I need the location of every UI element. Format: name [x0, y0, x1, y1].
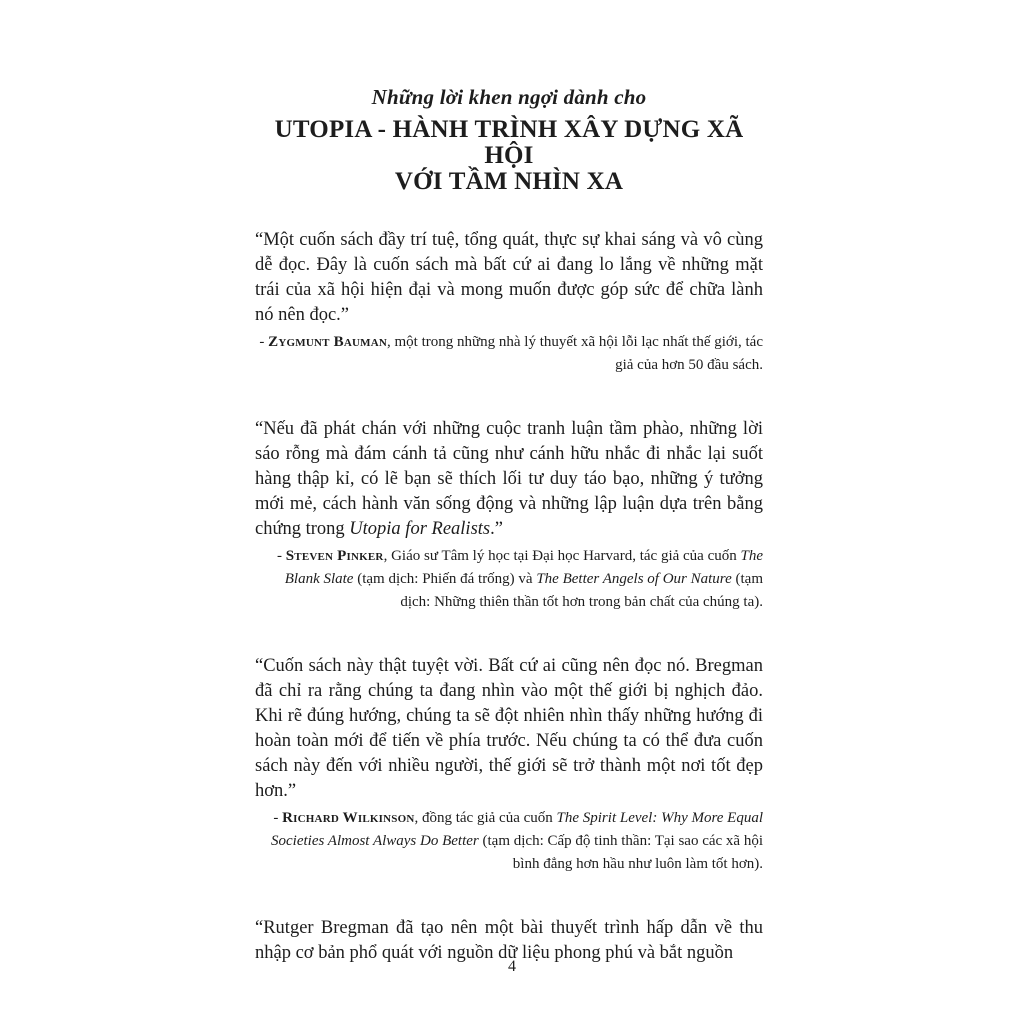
page-content: [255, 0, 763, 966]
quote-attribution: [255, 331, 763, 377]
quote-block-2: [255, 417, 763, 614]
reviewer-name: Zygmunt Bauman: [268, 334, 387, 350]
text-segment: (tạm dịch: Những thiên thần tốt hơn trong bản chất của chúng ta).: [400, 571, 763, 610]
text-segment: , đồng tác giả của cuốn: [414, 810, 557, 826]
text-segment: “Rutger Bregman đã tạo nên một bài thuyết trình hấp dẫn về thu nhập cơ bản phổ quát với nguồn dữ liệu phong phú và bắt nguồn: [255, 918, 763, 963]
book-title: [255, 117, 763, 195]
quote-block-1: [255, 228, 763, 377]
page-number: 4: [508, 958, 516, 975]
book-title-line-1: UTOPIA - HÀNH TRÌNH XÂY DỰNG XÃ HỘI: [274, 116, 744, 169]
text-segment: “Nếu đã phát chán với những cuộc tranh luận tầm phào, những lời sáo rỗng mà đám cánh tả cũng như cánh hữu nhắc đi nhắc lại suốt hàng thập kỉ, có lẽ bạn sẽ thích lối tư duy táo bạo, những ý tưởng mới mẻ, cách hành văn sống động và những lập luận dựa trên bằng chứng trong: [255, 419, 763, 539]
quote-text: [255, 228, 763, 328]
text-segment: , một trong những nhà lý thuyết xã hội lỗi lạc nhất thế giới, tác giả của hơn 50 đầu sách.: [387, 334, 763, 373]
book-title-italic: The Better Angels of Our Nature: [536, 571, 732, 587]
book-title-italic: The Blank Slate: [284, 548, 763, 587]
reviewer-name: Richard Wilkinson: [282, 810, 415, 826]
quote-attribution: [255, 807, 763, 876]
quote-text: [255, 654, 763, 804]
text-segment: “Một cuốn sách đầy trí tuệ, tổng quát, thực sự khai sáng và vô cùng dễ đọc. Đây là cuốn sách mà bất cứ ai đang lo lắng về những mặt trái của xã hội hiện đại và mong muốn được góp sức để chữa lành nó nên đọc.”: [255, 230, 763, 325]
text-segment: “Cuốn sách này thật tuyệt vời. Bất cứ ai cũng nên đọc nó. Bregman đã chỉ ra rằng chúng ta đang nhìn vào một thế giới bị nghịch đảo. Khi rẽ đúng hướng, chúng ta sẽ đột nhiên nhìn thấy những hướng đi hoàn toàn mới để tiến về phía trước. Nếu chúng ta có thể đưa cuốn sách này đến với nhiều người, thế giới sẽ trở thành một nơi tốt đẹp hơn.”: [255, 656, 763, 801]
text-segment: (tạm dịch: Phiến đá trống) và: [353, 571, 537, 587]
book-title-line-2: VỚI TẦM NHÌN XA: [394, 168, 624, 195]
book-title-italic: Utopia for Realists: [349, 519, 491, 539]
text-segment: .”: [490, 519, 503, 539]
quote-text: [255, 417, 763, 542]
text-segment: -: [259, 334, 269, 350]
text-segment: , Giáo sư Tâm lý học tại Đại học Harvard, tác giả của cuốn: [383, 548, 741, 564]
book-title-italic: The Spirit Level: Why More Equal Societies Almost Always Do Better: [271, 810, 763, 849]
praise-tagline: Những lời khen ngợi dành cho: [371, 85, 647, 109]
quote-attribution: [255, 545, 763, 614]
text-segment: (tạm dịch: Cấp độ tinh thần: Tại sao các xã hội bình đẳng hơn hầu như luôn làm tốt hơn).: [478, 833, 763, 872]
reviewer-name: Steven Pinker: [285, 548, 384, 564]
text-segment: -: [277, 548, 286, 564]
text-segment: -: [273, 810, 283, 826]
quote-block-3: [255, 654, 763, 876]
